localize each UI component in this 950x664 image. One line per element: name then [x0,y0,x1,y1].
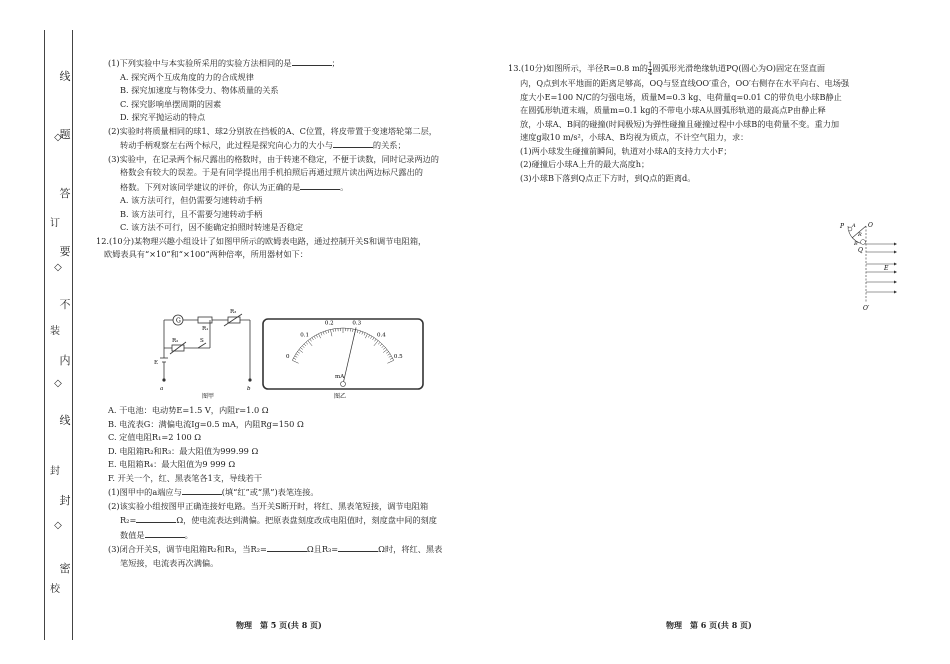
binding-char: 不 [59,298,71,311]
item-E: E. 电阻箱R₄：最大阻值为9 999 Ω [108,459,236,469]
binding-char: 答 [59,187,71,200]
q13-stem: 13.(10分)如图所示，半径R=0.8 m的 $\frac{1}{4}$ 圆弧形光滑绝缘轨道PQ(圆心为O)固定在竖直面 [508,60,826,77]
binding-char: 线 [59,70,71,83]
option: C. 探究影响单摆周期的因素 [120,98,222,109]
dial-label: 0.1 [300,332,309,339]
answer-blank[interactable] [145,528,185,538]
q12-sub2-cont: R₂= Ω，使电流表达到满偏。把原表盘刻度改成电阻值时，刻度盘中间的刻度 [120,515,437,525]
answer-blank[interactable] [136,513,176,523]
binding-char: 内 [59,354,71,367]
answer-blank[interactable] [182,485,222,495]
diamond-mark: ◇ [54,132,62,143]
label-R1: R₁ [202,326,209,332]
left-column-lower [108,404,442,570]
circuit-diagram [150,308,260,400]
q13-line: 放，小球A、B间的碰撞(时间极短)为弹性碰撞且碰撞过程中小球B的电荷量不变。重力加 [520,118,840,129]
caption-jia: 图甲 [202,393,215,400]
answer-blank[interactable] [292,56,332,66]
q11-sub1: (1)下列实验中与本实验所采用的实验方法相同的是 ； [108,58,340,68]
ammeter-dial [262,318,424,400]
item-D: D. 电阻箱R₂和R₃：最大阻值为999.99 Ω [108,445,259,456]
fig-label-O: O [868,222,873,229]
binding-line-outer [44,30,45,640]
label-b: b [247,386,251,392]
answer-blank[interactable] [300,180,340,190]
option: A. 该方法可行，但仍需要匀速转动手柄 [120,195,263,205]
right-column [508,60,849,185]
q13-line: 度大小E=100 N/C的匀强电场，质量M=0.3 kg、电荷量q=0.01 C的带负电小球B静止 [520,91,842,102]
q11-sub3-cont: 格数会有较大的误差。于是有同学提出用手机拍照后再通过照片读出两边标尺露出的 [120,167,423,177]
q11-sub2: (2)实验时将质量相同的球1、球2分别放在挡板的A、C位置，将皮带置于变速塔轮第二层， [108,125,437,136]
option: D. 探究平抛运动的特点 [120,112,206,122]
q13-figure [836,220,906,312]
item-B: B. 电流表G：满偏电流Ig=0.5 mA，内阻Rg=150 Ω [108,418,304,429]
q12-sub2-cont: 数值是 。 [120,529,193,540]
footer-left: 物理 第 5 页(共 8 页) [236,620,322,630]
fig-label-P: P [840,223,845,230]
binding-outer-char: 订 [50,218,60,229]
q11-sub3: (3)实验中，在记录两个标尺露出的格数时，由于转速不稳定，不便于读数，同时记录两边的 [108,153,439,164]
answer-blank[interactable] [333,138,373,148]
q12-sub3-cont: 笔短接，电流表再次满偏。 [120,557,219,568]
q12-stem: 12.(10分)某物理兴趣小组设计了如图甲所示的欧姆表电路，通过控制开关S和调节电阻箱， [96,235,427,246]
label-a: a [160,386,164,392]
dial-label: 0.2 [324,320,334,327]
q11-sub3-cont: 格数。下列对该同学建议的评价，你认为正确的是 。 [120,181,349,192]
left-column [96,56,439,262]
binding-char: 封 [59,494,71,507]
label-E: E [154,360,159,366]
diamond-mark: ◇ [54,378,62,389]
fig-label-O-prime: O′ [863,305,870,312]
q13-line: 速度g取10 m/s²，小球A、B均视为质点，不计空气阻力，求： [520,132,749,142]
option: A. 探究两个互成角度的力的合成规律 [120,71,254,82]
binding-outer-char: 校 [50,584,60,595]
binding-char: 题 [59,128,71,141]
binding-char: 线 [59,414,71,427]
diamond-mark: ◇ [54,520,62,531]
binding-outer-char: 封 [50,466,60,477]
binding-outer-char: 装 [50,326,60,337]
q13-sub3: (3)小球B下落到Q点正下方时，到Q点的距离d。 [520,172,696,183]
option: B. 探究加速度与物体受力、物体质量的关系 [120,85,279,95]
answer-blank[interactable] [338,542,378,552]
label-G: G [176,317,181,325]
q12-sub2: (2)该实验小组按图甲正确连接好电路。当开关S断开时，将红、黑表笔短接，调节电阻箱 [108,500,429,511]
label-R2: R₂ [172,338,179,344]
binding-char: 密 [59,562,71,575]
item-C: C. 定值电阻R₁=2 100 Ω [108,432,202,442]
answer-blank[interactable] [267,542,307,552]
fig-label-A: A [852,223,856,229]
q13-sub1: (1)两小球发生碰撞前瞬间，轨道对小球A的支持力大小F； [520,145,732,156]
dial-label: 0 [285,354,290,361]
dial-label: 0.3 [352,320,362,327]
dial-label: 0.5 [393,354,403,361]
binding-strip [0,0,78,664]
diamond-mark: ◇ [54,262,62,273]
option: C. 该方法不可行，因不能确定拍照时转速是否稳定 [120,222,304,232]
option: B. 该方法可行，且不需要匀速转动手柄 [120,208,263,219]
q12-stem-cont: 欧姆表具有“×10”和“×100”两种倍率，所用器材如下： [104,249,308,259]
fig-label-B: B [854,241,858,247]
item-F: F. 开关一个，红、黑表笔各1支，导线若干 [108,472,263,483]
fig-label-Q: Q [858,247,863,254]
meter-unit: mA [335,374,345,380]
q13-line: 在圆弧形轨道末端，质量m=0.1 kg的不带电小球A从圆弧形轨道的最高点P由静止释 [520,105,826,115]
fig-label-R: R [858,232,862,238]
q12-sub1: (1)图甲中的a端应与 (填“红”或“黑”)表笔连接。 [108,487,319,497]
binding-char: 要 [59,245,71,258]
dial-label: 0.4 [377,332,386,339]
q13-sub2: (2)碰撞后小球A上升的最大高度h； [520,159,650,169]
fraction: $\frac{1}{4}$ [647,60,653,77]
label-R3: R₃ [230,309,237,315]
fig-label-E: E [884,265,889,272]
q13-line: 内，Q点到水平地面的距离足够高，OQ与竖直线OO′重合，OO′右侧存在水平向右、电场强 [520,78,850,88]
q12-sub3: (3)闭合开关S，调节电阻箱R₂和R₃，当R₂= Ω且R₃= Ω时，将红、黑表 [108,544,443,554]
label-S: S [200,338,204,344]
caption-yi: 图乙 [334,393,347,400]
footer-right: 物理 第 6 页(共 8 页) [666,620,752,630]
item-A: A. 干电池：电动势E=1.5 V，内阻r=1.0 Ω [108,405,269,415]
q11-sub2-cont: 转动手柄观察左右两个标尺，此过程是探究向心力的大小与 的关系； [120,140,406,150]
binding-line-inner [72,30,73,640]
